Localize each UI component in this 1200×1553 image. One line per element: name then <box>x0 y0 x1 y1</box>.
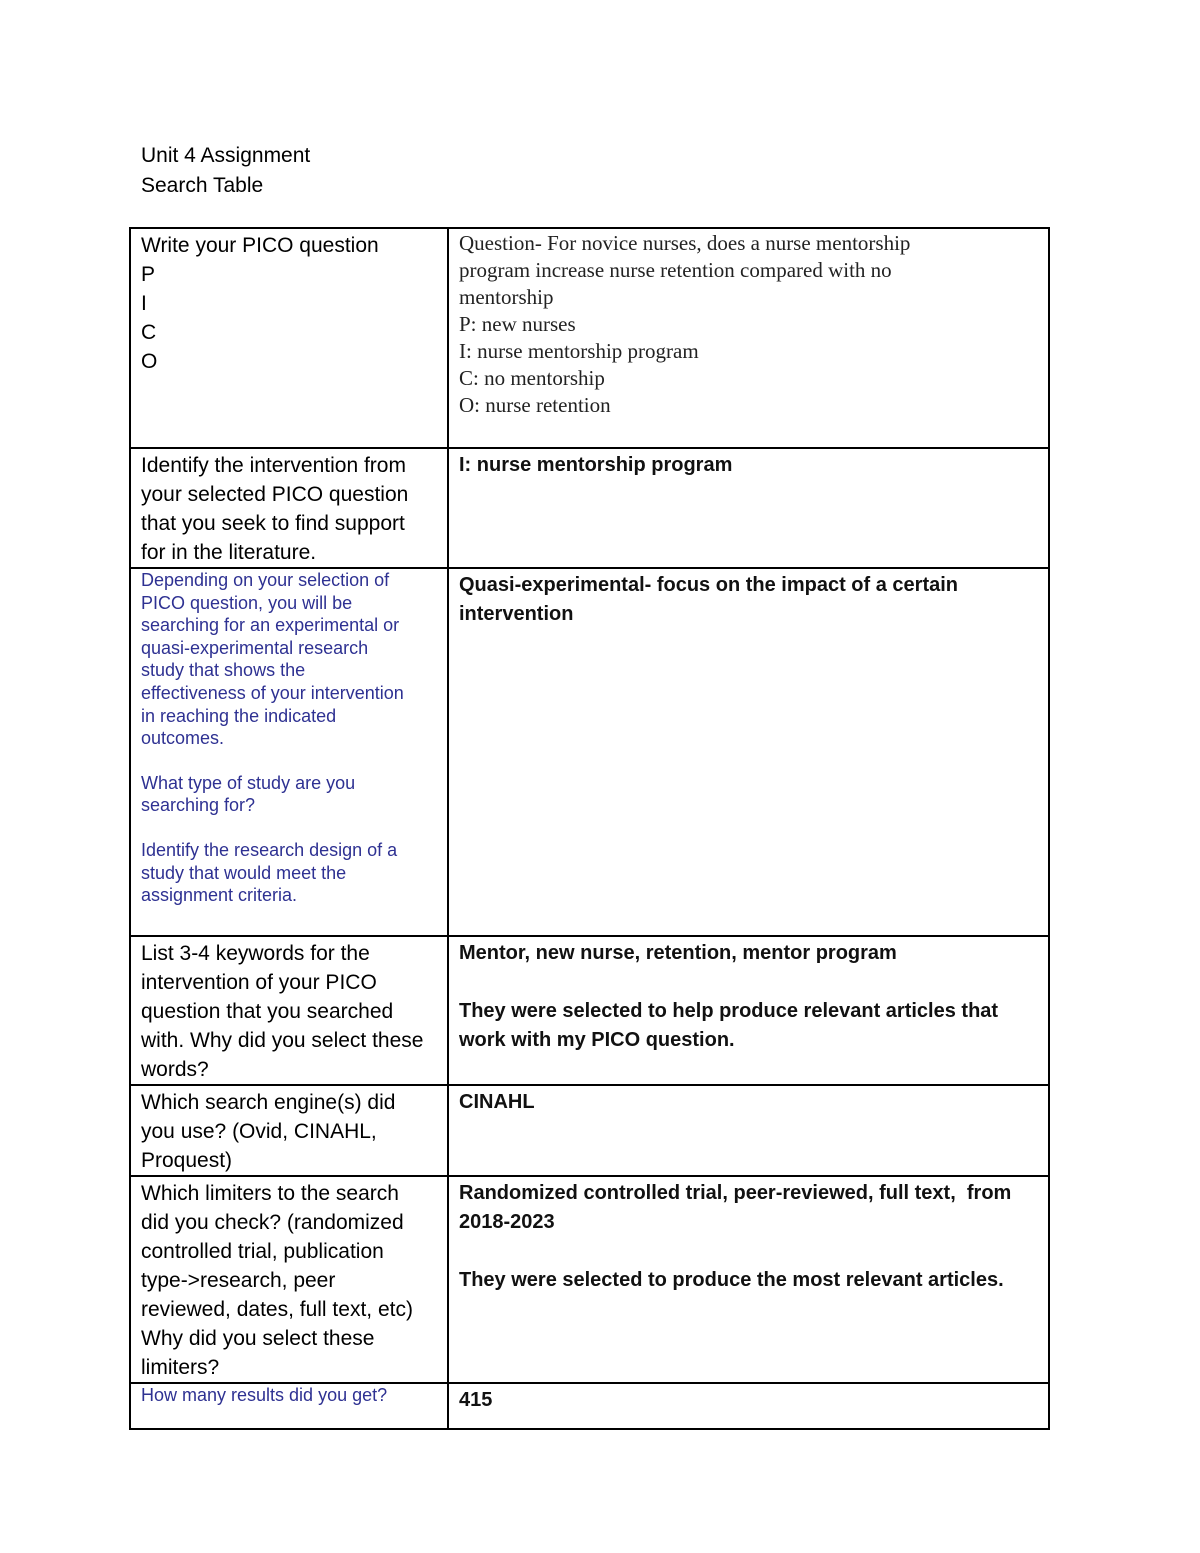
prompt-cell <box>130 1085 448 1176</box>
answer-cell <box>448 1085 1049 1176</box>
prompt-cell <box>130 936 448 1085</box>
prompt-line: List 3-4 keywords for the <box>141 942 370 965</box>
prompt-line: for in the literature. <box>141 541 317 564</box>
prompt-line: did you check? (randomized <box>141 1211 404 1234</box>
answer-cell <box>448 1176 1049 1383</box>
prompt-line: Which search engine(s) did <box>141 1091 396 1114</box>
prompt-line: P <box>141 263 156 286</box>
answer-cell <box>448 448 1049 568</box>
answer-line: Randomized controlled trial, peer-reviewed, full text, from <box>459 1182 1012 1204</box>
answer-cell <box>448 228 1049 448</box>
answer-line: Mentor, new nurse, retention, mentor program <box>459 942 897 964</box>
prompt-line: your selected PICO question <box>141 483 409 506</box>
prompt-line: type->research, peer <box>141 1269 336 1292</box>
prompt-cell <box>130 1383 448 1429</box>
table-row <box>130 936 1049 1085</box>
prompt-line: Proquest) <box>141 1149 233 1172</box>
instruction-line: Depending on your selection of <box>141 570 390 590</box>
prompt-line: Identify the intervention from <box>141 454 406 477</box>
table-row <box>130 1176 1049 1383</box>
prompt-line: that you seek to find support <box>141 512 405 535</box>
instruction-line: How many results did you get? <box>141 1385 388 1405</box>
answer-cell <box>448 1383 1049 1429</box>
answer-line: mentorship <box>459 285 554 309</box>
document-subtitle: Search Table <box>141 174 264 197</box>
table-row <box>130 228 1049 448</box>
instruction-line: quasi-experimental research <box>141 637 369 658</box>
answer-line: CINAHL <box>459 1091 535 1113</box>
instruction-line: assignment criteria. <box>141 885 298 906</box>
answer-line: They were selected to produce the most relevant articles. <box>459 1269 1004 1291</box>
prompt-cell <box>130 228 448 448</box>
prompt-cell <box>130 448 448 568</box>
instruction-line: searching for an experimental or <box>141 615 400 636</box>
prompt-line: O <box>141 350 158 373</box>
instruction-line: PICO question, you will be <box>141 592 353 613</box>
answer-line: I: nurse mentorship program <box>459 454 733 476</box>
table-row <box>130 1383 1049 1429</box>
prompt-line: I <box>141 292 147 315</box>
answer-line: program increase nurse retention compared with no <box>459 258 892 282</box>
answer-line: Quasi-experimental- focus on the impact of a certain <box>459 574 959 596</box>
instruction-line: searching for? <box>141 795 256 816</box>
instruction-line: Identify the research design of a <box>141 839 398 860</box>
table-row <box>130 1085 1049 1176</box>
answer-line: work with my PICO question. <box>459 1029 735 1051</box>
prompt-line: words? <box>141 1058 209 1081</box>
search-table <box>129 227 1050 1430</box>
instruction-line: outcomes. <box>141 728 225 749</box>
answer-line: intervention <box>459 603 574 625</box>
prompt-cell <box>130 1176 448 1383</box>
answer-line: P: new nurses <box>459 312 576 336</box>
document-title: Unit 4 Assignment <box>141 144 311 167</box>
table-row <box>130 568 1049 936</box>
prompt-line: controlled trial, publication <box>141 1240 384 1263</box>
answer-line: I: nurse mentorship program <box>459 339 699 363</box>
answer-line: O: nurse retention <box>459 393 611 417</box>
instruction-line: study that shows the <box>141 660 306 681</box>
answer-cell <box>448 568 1049 936</box>
instruction-line: in reaching the indicated <box>141 705 337 726</box>
prompt-line: limiters? <box>141 1356 220 1379</box>
answer-line: Question- For novice nurses, does a nurse mentorship <box>459 231 911 255</box>
answer-line: They were selected to help produce relevant articles that <box>459 1000 999 1022</box>
prompt-line: Why did you select these <box>141 1327 375 1350</box>
table-row <box>130 448 1049 568</box>
prompt-line: intervention of your PICO <box>141 971 377 994</box>
answer-line: 2018-2023 <box>459 1211 555 1233</box>
prompt-line: with. Why did you select these <box>141 1029 424 1052</box>
answer-cell <box>448 936 1049 1085</box>
prompt-line: question that you searched <box>141 1000 394 1023</box>
prompt-line: you use? (Ovid, CINAHL, <box>141 1120 377 1143</box>
prompt-line: C <box>141 321 157 344</box>
result-count: 415 <box>459 1389 493 1411</box>
answer-line: C: no mentorship <box>459 366 605 390</box>
prompt-line: reviewed, dates, full text, etc) <box>141 1298 413 1321</box>
instruction-line: effectiveness of your intervention <box>141 682 404 703</box>
instruction-line: What type of study are you <box>141 772 356 793</box>
prompt-line: Which limiters to the search <box>141 1182 399 1205</box>
instruction-line: study that would meet the <box>141 862 347 883</box>
prompt-cell <box>130 568 448 936</box>
prompt-line: Write your PICO question <box>141 234 379 257</box>
